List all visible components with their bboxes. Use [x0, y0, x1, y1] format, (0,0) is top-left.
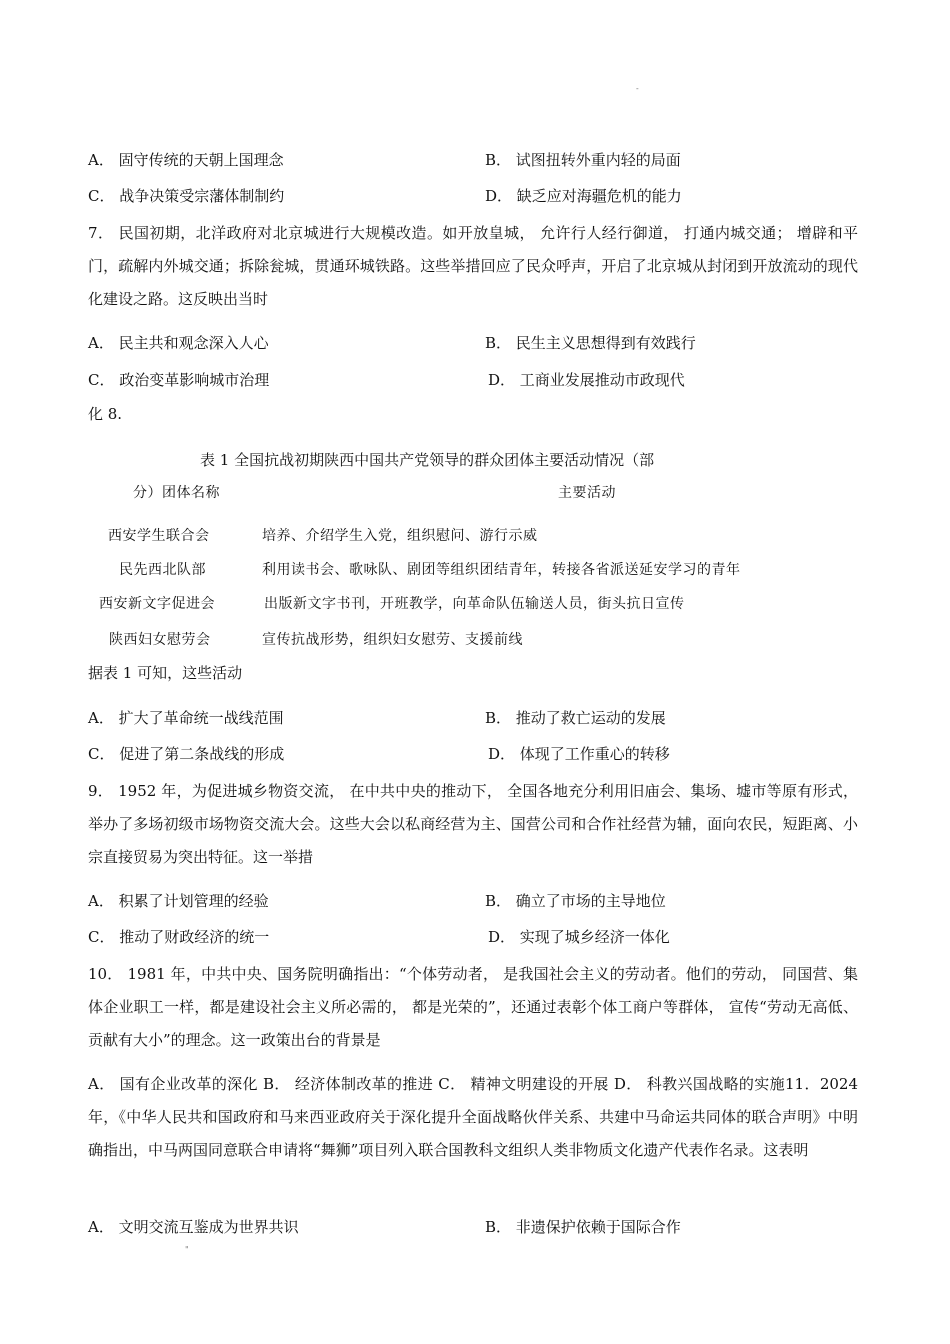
table-row-activity: 出版新文字书刊，开班教学，向革命队伍输送人员，街头抗日宣传: [264, 596, 685, 612]
table-row-activity: 宣传抗战形势，组织妇女慰劳、支援前线: [262, 632, 523, 648]
page-mark-bottom: ": [185, 1245, 189, 1254]
table-row-name: 陕西妇女慰劳会: [109, 632, 211, 648]
table-row-name: 民先西北队部: [119, 562, 206, 578]
q9-option-a[interactable]: A． 积累了计划管理的经验: [88, 892, 269, 910]
q6-option-b[interactable]: B． 试图扭转外重内轻的局面: [485, 151, 681, 169]
q7-option-d[interactable]: D． 工商业发展推动市政现代: [488, 371, 685, 389]
table-row-activity: 培养、介绍学生入党，组织慰问、游行示威: [262, 528, 538, 544]
q6-option-a[interactable]: A． 固守传统的天朝上国理念: [88, 151, 284, 169]
table-row-name: 西安新文字促进会: [99, 596, 215, 612]
q7-option-b[interactable]: B． 民生主义思想得到有效践行: [485, 334, 696, 352]
q7-option-a[interactable]: A． 民主共和观念深入人心: [88, 334, 269, 352]
q9-option-c[interactable]: C． 推动了财政经济的统一: [88, 928, 270, 946]
q8-stem: 据表 1 可知，这些活动: [88, 664, 243, 682]
q11-option-b[interactable]: B． 非遗保护依赖于国际合作: [485, 1218, 681, 1236]
q11-stem: 11．2024 年，《中华人民共和国政府和马来西亚政府关于深化提升全面战略伙伴关系、共建中马命运共同体的联合声明》中明确指出，中马两国同意联合申请将“舞狮”项目列入联合国教科文组织人类非物质文化遗产代表作名录。这表明: [88, 1075, 858, 1159]
q11-option-a[interactable]: A． 文明交流互鉴成为世界共识: [88, 1218, 299, 1236]
table-caption: 表 1 全国抗战初期陕西中国共产党领导的群众团体主要活动情况（部: [200, 451, 655, 469]
q7-stem: 7． 民国初期，北洋政府对北京城进行大规模改造。如开放皇城， 允许行人经行御道， 打通内城交通； 增辟和平门，疏解内外城交通；拆除瓮城，贯通环城铁路。这些举措回应了民众呼声，开启了北京城从封闭到开放流动的现代化建设之路。这反映出当时: [88, 224, 858, 308]
q8-option-b[interactable]: B． 推动了救亡运动的发展: [485, 709, 666, 727]
q8-option-d[interactable]: D． 体现了工作重心的转移: [488, 745, 670, 763]
table-row-activity: 利用读书会、歌咏队、剧团等组织团结青年，转接各省派送延安学习的青年: [262, 562, 741, 578]
q9-option-d[interactable]: D． 实现了城乡经济一体化: [488, 928, 670, 946]
q7-option-c[interactable]: C． 政治变革影响城市治理: [88, 371, 270, 389]
page-mark-top: -: [636, 84, 639, 93]
q9-option-b[interactable]: B． 确立了市场的主导地位: [485, 892, 666, 910]
q6-option-c[interactable]: C． 战争决策受宗藩体制制约: [88, 187, 285, 205]
table-row-name: 西安学生联合会: [108, 528, 210, 544]
q7-wrap-text: 化 8.: [88, 405, 123, 423]
q10-options-and-q11-stem: [88, 1068, 858, 1167]
table-header-name: 分）团体名称: [133, 485, 220, 501]
q6-option-d[interactable]: D． 缺乏应对海疆危机的能力: [485, 187, 682, 205]
q10-stem: 10． 1981 年，中共中央、国务院明确指出：“个体劳动者， 是我国社会主义的劳动者。他们的劳动， 同国营、集体企业职工一样，都是建设社会主义所必需的， 都是光荣的”，还通过表彰个体工商户等群体， 宣传“劳动无高低、贡献有大小”的理念。这一政策出台的背景是: [88, 965, 858, 1049]
q8-option-a[interactable]: A． 扩大了革命统一战线范围: [88, 709, 284, 727]
q8-option-c[interactable]: C． 促进了第二条战线的形成: [88, 745, 285, 763]
table-header-activity: 主要活动: [558, 485, 616, 501]
q9-stem: 9． 1952 年，为促进城乡物资交流， 在中共中央的推动下， 全国各地充分利用旧庙会、集场、墟市等原有形式，举办了多场初级市场物资交流大会。这些大会以私商经营为主、国营公司和合作社经营为辅，面向农民，短距离、小宗直接贸易为突出特征。这一举措: [88, 782, 858, 866]
q10-options[interactable]: A． 国有企业改革的深化 B． 经济体制改革的推进 C． 精神文明建设的开展 D． 科教兴国战略的实施: [88, 1075, 786, 1093]
